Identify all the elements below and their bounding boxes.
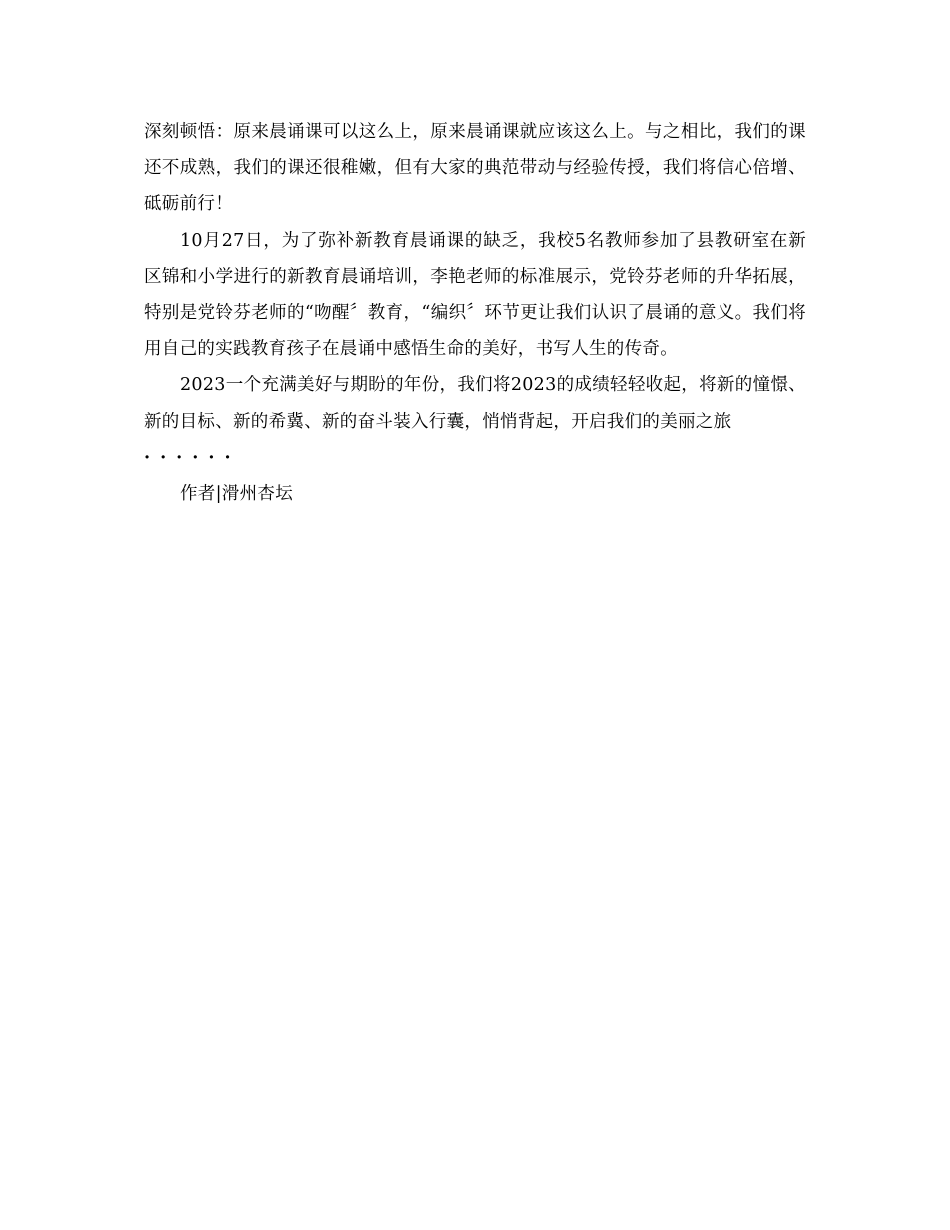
paragraph-training: 10月27日，为了弥补新教育晨诵课的缺乏，我校5名教师参加了县教研室在新区锦和小学进行的新教育晨诵培训，李艳老师的标准展示，党铃芬老师的升华拓展，特别是党铃芬老师的“吻醒〞教育，“编织〞环节更让我们认识了晨诵的意义。我们将用自己的实践教育孩子在晨诵中感悟生命的美好，书写人生的传奇。 bbox=[144, 230, 806, 360]
article-body bbox=[144, 114, 806, 512]
paragraph-continuation: 深刻顿悟：原来晨诵课可以这么上，原来晨诵课就应该这么上。与之相比，我们的课还不成熟，我们的课还很稚嫩，但有大家的典范带动与经验传授，我们将信心倍增、砥砺前行！ bbox=[144, 122, 806, 215]
ellipsis-dots: ······ bbox=[144, 447, 241, 468]
author-credit: 作者|滑州杏坛 bbox=[180, 483, 293, 504]
paragraph-new-year: 2023一个充满美好与期盼的年份，我们将2023的成绩轻轻收起，将新的憧憬、新的目标、新的希冀、新的奋斗装入行囊，悄悄背起，开启我们的美丽之旅 bbox=[144, 375, 806, 432]
